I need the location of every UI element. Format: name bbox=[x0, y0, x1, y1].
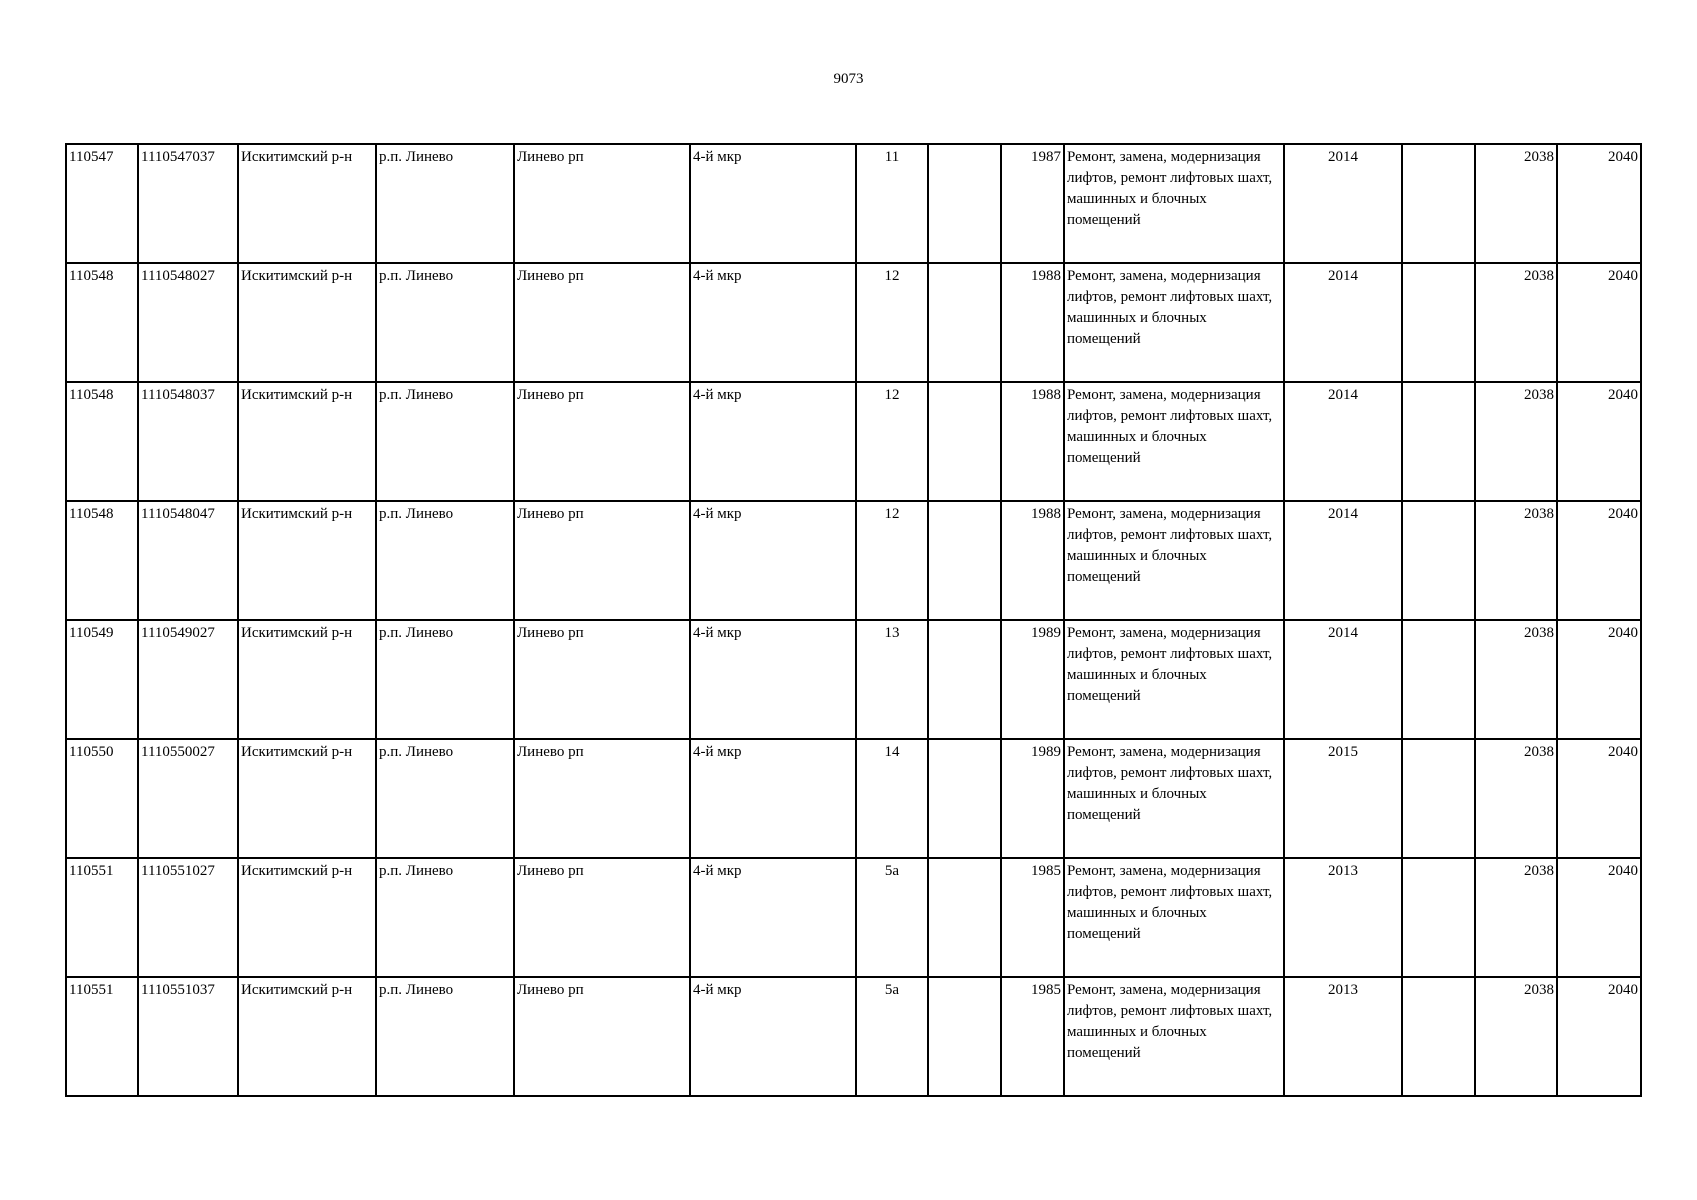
cell-settlement: р.п. Линево bbox=[376, 739, 514, 858]
cell-plan-from: 2038 bbox=[1475, 620, 1557, 739]
cell-district: Искитимский р-н bbox=[238, 501, 376, 620]
cell-id: 110548 bbox=[66, 501, 138, 620]
cell-code: 1110548037 bbox=[138, 382, 238, 501]
cell-year-built: 1985 bbox=[1001, 858, 1064, 977]
cell-settlement: р.п. Линево bbox=[376, 858, 514, 977]
cell-street: 4-й мкр bbox=[690, 263, 856, 382]
cell-district: Искитимский р-н bbox=[238, 739, 376, 858]
cell-house: 13 bbox=[856, 620, 928, 739]
table-row bbox=[66, 620, 1641, 739]
cell-district: Искитимский р-н bbox=[238, 263, 376, 382]
cell-settlement: р.п. Линево bbox=[376, 144, 514, 263]
cell-locality: Линево рп bbox=[514, 501, 690, 620]
cell-street: 4-й мкр bbox=[690, 144, 856, 263]
cell-id: 110547 bbox=[66, 144, 138, 263]
table-body bbox=[66, 144, 1641, 1096]
cell-extra bbox=[1402, 977, 1475, 1096]
table-row bbox=[66, 382, 1641, 501]
table-row bbox=[66, 263, 1641, 382]
cell-building bbox=[928, 977, 1001, 1096]
cell-code: 1110550027 bbox=[138, 739, 238, 858]
table-row bbox=[66, 501, 1641, 620]
cell-district: Искитимский р-н bbox=[238, 144, 376, 263]
register-table bbox=[65, 143, 1642, 1097]
cell-code: 1110547037 bbox=[138, 144, 238, 263]
cell-work-type: Ремонт, замена, модернизация лифтов, ремонт лифтовых шахт, машинных и блочных помещений bbox=[1064, 739, 1284, 858]
cell-settlement: р.п. Линево bbox=[376, 620, 514, 739]
cell-year-built: 1989 bbox=[1001, 620, 1064, 739]
cell-building bbox=[928, 501, 1001, 620]
cell-street: 4-й мкр bbox=[690, 858, 856, 977]
cell-district: Искитимский р-н bbox=[238, 382, 376, 501]
cell-plan-to: 2040 bbox=[1557, 382, 1641, 501]
cell-year-built: 1987 bbox=[1001, 144, 1064, 263]
cell-code: 1110549027 bbox=[138, 620, 238, 739]
cell-work-type: Ремонт, замена, модернизация лифтов, ремонт лифтовых шахт, машинных и блочных помещений bbox=[1064, 144, 1284, 263]
cell-building bbox=[928, 739, 1001, 858]
cell-locality: Линево рп bbox=[514, 382, 690, 501]
cell-locality: Линево рп bbox=[514, 858, 690, 977]
cell-year-last: 2014 bbox=[1284, 501, 1402, 620]
cell-year-last: 2013 bbox=[1284, 977, 1402, 1096]
cell-building bbox=[928, 144, 1001, 263]
cell-locality: Линево рп bbox=[514, 620, 690, 739]
cell-extra bbox=[1402, 501, 1475, 620]
cell-building bbox=[928, 263, 1001, 382]
cell-year-last: 2014 bbox=[1284, 263, 1402, 382]
cell-plan-from: 2038 bbox=[1475, 501, 1557, 620]
cell-year-built: 1988 bbox=[1001, 501, 1064, 620]
table-row bbox=[66, 858, 1641, 977]
cell-year-built: 1988 bbox=[1001, 382, 1064, 501]
cell-locality: Линево рп bbox=[514, 977, 690, 1096]
cell-year-last: 2015 bbox=[1284, 739, 1402, 858]
cell-extra bbox=[1402, 739, 1475, 858]
cell-code: 1110548047 bbox=[138, 501, 238, 620]
cell-year-built: 1989 bbox=[1001, 739, 1064, 858]
cell-code: 1110551027 bbox=[138, 858, 238, 977]
cell-year-last: 2014 bbox=[1284, 144, 1402, 263]
cell-plan-to: 2040 bbox=[1557, 620, 1641, 739]
cell-street: 4-й мкр bbox=[690, 739, 856, 858]
page-number: 9073 bbox=[833, 71, 864, 87]
cell-building bbox=[928, 382, 1001, 501]
cell-plan-from: 2038 bbox=[1475, 739, 1557, 858]
cell-work-type: Ремонт, замена, модернизация лифтов, ремонт лифтовых шахт, машинных и блочных помещений bbox=[1064, 858, 1284, 977]
cell-locality: Линево рп bbox=[514, 739, 690, 858]
cell-plan-from: 2038 bbox=[1475, 144, 1557, 263]
cell-street: 4-й мкр bbox=[690, 620, 856, 739]
cell-code: 1110551037 bbox=[138, 977, 238, 1096]
cell-house: 5а bbox=[856, 977, 928, 1096]
cell-plan-from: 2038 bbox=[1475, 263, 1557, 382]
cell-district: Искитимский р-н bbox=[238, 977, 376, 1096]
cell-extra bbox=[1402, 263, 1475, 382]
cell-settlement: р.п. Линево bbox=[376, 501, 514, 620]
cell-locality: Линево рп bbox=[514, 144, 690, 263]
cell-settlement: р.п. Линево bbox=[376, 977, 514, 1096]
cell-work-type: Ремонт, замена, модернизация лифтов, ремонт лифтовых шахт, машинных и блочных помещений bbox=[1064, 977, 1284, 1096]
cell-year-last: 2013 bbox=[1284, 858, 1402, 977]
cell-id: 110549 bbox=[66, 620, 138, 739]
cell-code: 1110548027 bbox=[138, 263, 238, 382]
cell-work-type: Ремонт, замена, модернизация лифтов, ремонт лифтовых шахт, машинных и блочных помещений bbox=[1064, 620, 1284, 739]
cell-district: Искитимский р-н bbox=[238, 858, 376, 977]
cell-plan-to: 2040 bbox=[1557, 501, 1641, 620]
cell-house: 12 bbox=[856, 501, 928, 620]
table-row bbox=[66, 739, 1641, 858]
cell-extra bbox=[1402, 620, 1475, 739]
cell-settlement: р.п. Линево bbox=[376, 263, 514, 382]
cell-plan-from: 2038 bbox=[1475, 977, 1557, 1096]
cell-plan-to: 2040 bbox=[1557, 977, 1641, 1096]
cell-year-built: 1988 bbox=[1001, 263, 1064, 382]
cell-locality: Линево рп bbox=[514, 263, 690, 382]
cell-house: 5а bbox=[856, 858, 928, 977]
cell-street: 4-й мкр bbox=[690, 382, 856, 501]
table-row bbox=[66, 977, 1641, 1096]
cell-work-type: Ремонт, замена, модернизация лифтов, ремонт лифтовых шахт, машинных и блочных помещений bbox=[1064, 263, 1284, 382]
cell-year-last: 2014 bbox=[1284, 620, 1402, 739]
cell-street: 4-й мкр bbox=[690, 977, 856, 1096]
cell-extra bbox=[1402, 382, 1475, 501]
cell-year-built: 1985 bbox=[1001, 977, 1064, 1096]
cell-house: 14 bbox=[856, 739, 928, 858]
cell-work-type: Ремонт, замена, модернизация лифтов, ремонт лифтовых шахт, машинных и блочных помещений bbox=[1064, 382, 1284, 501]
cell-id: 110551 bbox=[66, 977, 138, 1096]
cell-extra bbox=[1402, 144, 1475, 263]
cell-id: 110548 bbox=[66, 382, 138, 501]
cell-building bbox=[928, 620, 1001, 739]
cell-building bbox=[928, 858, 1001, 977]
cell-plan-to: 2040 bbox=[1557, 858, 1641, 977]
cell-work-type: Ремонт, замена, модернизация лифтов, ремонт лифтовых шахт, машинных и блочных помещений bbox=[1064, 501, 1284, 620]
cell-street: 4-й мкр bbox=[690, 501, 856, 620]
cell-plan-to: 2040 bbox=[1557, 263, 1641, 382]
cell-district: Искитимский р-н bbox=[238, 620, 376, 739]
cell-extra bbox=[1402, 858, 1475, 977]
cell-plan-to: 2040 bbox=[1557, 144, 1641, 263]
cell-id: 110551 bbox=[66, 858, 138, 977]
cell-house: 12 bbox=[856, 382, 928, 501]
cell-plan-from: 2038 bbox=[1475, 858, 1557, 977]
cell-id: 110548 bbox=[66, 263, 138, 382]
cell-plan-to: 2040 bbox=[1557, 739, 1641, 858]
cell-settlement: р.п. Линево bbox=[376, 382, 514, 501]
cell-year-last: 2014 bbox=[1284, 382, 1402, 501]
cell-plan-from: 2038 bbox=[1475, 382, 1557, 501]
table-row bbox=[66, 144, 1641, 263]
cell-house: 11 bbox=[856, 144, 928, 263]
cell-id: 110550 bbox=[66, 739, 138, 858]
cell-house: 12 bbox=[856, 263, 928, 382]
